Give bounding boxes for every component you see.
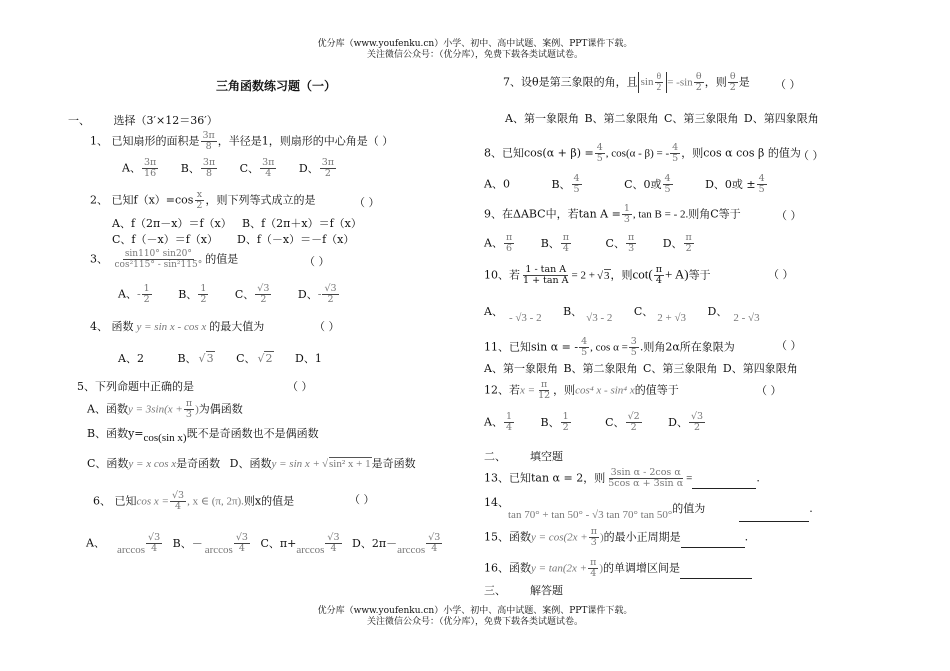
q2-post: ，则下列等式成立的是 [205, 193, 316, 207]
q3-opt-c-label: C、 [234, 287, 255, 301]
q3-opt-a-label: A、 [118, 287, 137, 301]
q6-num: 6、 [93, 494, 111, 508]
q3-opt-d-value: $\frac{√3}{2}$ [324, 283, 337, 305]
question-7: 7、设θ是第三象限的角，且 sin $\frac{\theta}{2}$ = -sin $\frac{\theta}{2}$ ，则 $\frac{\theta}{2}$ 是 [503, 71, 750, 94]
question-12: 12、若x = $\frac{\pi}{12}$ ，则cos⁴ x - sin⁴ x的值等于 [484, 379, 679, 401]
section-1-heading [68, 112, 218, 128]
q5-opt-c-d: C、函数y = x cos x是奇函数 D、函数y = sin x +√ sin² x + 1是奇函数 [87, 455, 416, 471]
q1-options [122, 158, 337, 179]
q1-opt-c-label: C、 [239, 161, 260, 175]
q1-opt-b-value: $\frac{3\pi}{8}$ [202, 157, 216, 179]
q1-pre: 已知扇形的面积是 [111, 134, 200, 148]
q4-num: 4、 [90, 320, 108, 333]
q10-paren: （ ） [768, 268, 794, 281]
q15-answer-blank[interactable] [681, 537, 745, 548]
q14-answer-blank[interactable] [739, 511, 809, 522]
q3-options: A、- $\frac{1}{2}$ B、 $\frac{1}{2}$ C、 $\frac{√3}{2}$ D、- $\frac{√3}{2}$ [118, 283, 337, 305]
q3-paren: （ ） [304, 255, 330, 268]
q3-fraction: $\frac{\sin 110^\circ \sin 20^\circ}{\text{cos²115° - sin²115°}}$ [114, 249, 203, 270]
q1-opt-b-label: B、 [180, 161, 200, 175]
q13-answer-blank[interactable] [692, 478, 756, 489]
q1-opt-d-label: D、 [298, 161, 319, 175]
q3-num: 3、 [90, 252, 108, 266]
question-14: 14、 tan 70° + tan 50° - √3 tan 70° tan 50°的值为 . [484, 496, 813, 521]
q3-opt-b-value: $\frac{1}{2}$ [200, 283, 207, 305]
q4-opt-b-value: √ 3 [206, 351, 215, 365]
question-8: 8、已知cos(α + β) = $\frac{4}{5}$ , cos(α - β) = - $\frac{4}{5}$ ，则cos α cos β 的值为 [484, 142, 801, 164]
q9-options: A、 $\frac{\pi}{6}$ B、 $\frac{\pi}{4}$ C、 $\frac{\pi}{3}$ D、 $\frac{\pi}{2}$ [484, 232, 692, 254]
q7-options: A、第一象限角 B、第二象限角 C、第三象限角 D、第四象限角 [505, 112, 819, 125]
question-11: 11、已知sin α = - $\frac{4}{5}$ , cos α = $\frac{3}{5}$ .则角2α所在象限为 [484, 336, 735, 358]
q4-opt-a: A、2 [118, 352, 144, 365]
q4-opt-d: D、1 [295, 352, 322, 365]
q1-fraction: $\frac{3\pi}{8}$ [202, 130, 215, 152]
q2-pre: 已知f（x）=cos [111, 193, 194, 207]
question-1 [90, 131, 393, 152]
q4-options [118, 350, 322, 366]
q2-opt-b: B、f（2π＋x）＝f（x） [242, 217, 362, 230]
question-10: 10、若 $\frac{\text{1 - tan A}}{\text{1 + tan A}}$ = 2 +√ 3，则cot( $\frac{\pi}{4}$ + A)等于 [484, 265, 711, 286]
section-2-heading: 二、 填空题 [484, 450, 563, 463]
q1-post: ，半径是1，则扇形的中心角是（ ） [217, 134, 394, 148]
footer-line-2: 关注微信公众号：（优分库），免费下载各类试题试卷。 [366, 617, 583, 627]
q1-opt-c-value: $\frac{3\pi}{4}$ [262, 157, 275, 179]
q16-answer-blank[interactable] [680, 568, 752, 579]
q4-opt-c-label: C、 [236, 352, 256, 365]
q2-opt-d: D、f（－x）＝－f（x） [237, 233, 355, 246]
q1-num: 1、 [90, 134, 108, 148]
q1-opt-d-value: $\frac{3\pi}{2}$ [321, 157, 334, 179]
q2-opt-a: A、f（2π－x）＝f（x） [112, 217, 232, 230]
q4-pre: 函数 [111, 320, 134, 333]
header-line-1: 优分库（www.youfenku.cn）小学、初中、高中试题、案例、PPT课件下载。 [317, 39, 633, 49]
q12-options: A、 $\frac{1}{4}$ B、 $\frac{1}{2}$ C、 $\frac{√2}{2}$ D、 $\frac{√3}{2}$ [484, 411, 704, 433]
q2-fraction: $\frac{x}{2}$ [196, 189, 203, 211]
q2-opt-c: C、f（－x）＝f（x） [112, 233, 218, 246]
question-13: 13、已知tan α = 2，则 $\frac{\text{3sin α - 2cos α}}{\text{5cos α + 3sin α}}$ = . [484, 467, 760, 489]
section-3-heading: 三、 解答题 [484, 584, 563, 597]
question-2 [90, 190, 315, 211]
q3-opt-a-value: $\frac{1}{2}$ [143, 283, 150, 305]
q5-opt-b: B、函数y=cos(sin x)既不是奇函数也不是偶函数 [87, 427, 319, 444]
question-6: 6、 已知cos x = $\frac{√3}{4}$ , x ∈ (π, 2π).则x的值是 [93, 490, 295, 512]
page-title: 三角函数练习题（一） [216, 79, 337, 93]
header-line-2: 关注微信公众号：（优分库），免费下载各类试题试卷。 [366, 50, 583, 60]
footer-line-1: 优分库（www.youfenku.cn）小学、初中、高中试题、案例、PPT课件下载。 [317, 606, 633, 616]
q7-paren: （ ） [775, 78, 801, 91]
q4-opt-c-value: √ 2 [264, 351, 273, 365]
q3-opt-c-value: $\frac{√3}{2}$ [257, 283, 270, 305]
q8-options: A、0 B、 $\frac{4}{5}$ C、0或 $\frac{4}{5}$ D、0或 ± $\frac{4}{5}$ [484, 173, 765, 195]
q2-num: 2、 [90, 193, 108, 207]
q1-opt-a-label: A、 [122, 161, 141, 175]
q3-opt-b-label: B、 [178, 287, 198, 301]
q6-options: A、 arccos $\frac{√3}{4}$ B、－ arccos $\frac{√3}{4}$ C、π+arccos $\frac{√3}{4}$ D、2π－arccos $\frac{√3}{4}$ [86, 532, 441, 556]
section-1-num: 一、 [68, 114, 90, 127]
q10-options: A、 - √3 - 2 B、 √3 - 2 C、 2 + √3 D、 2 - √3 [484, 305, 760, 324]
q8-paren: （ ） [798, 149, 824, 162]
q2-paren: （ ） [354, 196, 380, 209]
q6-paren: （ ） [349, 493, 375, 506]
q11-paren: （ ） [776, 339, 802, 352]
question-3 [90, 249, 238, 270]
q4-paren: （ ） [314, 320, 340, 333]
q4-opt-b-label: B、 [177, 352, 197, 365]
question-15: 15、函数y = cos(2x + $\frac{\pi}{3}$ )的最小正周期是 . [484, 526, 749, 548]
q11-options: A、第一象限角 B、第二象限角 C、第三象限角 D、第四象限角 [484, 362, 798, 375]
q12-paren: （ ） [756, 384, 782, 397]
q3-opt-d-label: D、 [297, 287, 318, 301]
q1-opt-a-value: $\frac{3\pi}{16}$ [143, 157, 157, 179]
q4-post: 的最大值为 [209, 320, 265, 333]
q5-paren: （ ） [287, 380, 313, 393]
question-16: 16、函数y = tan(2x + $\frac{\pi}{4}$ )的单调增区间是 [484, 558, 752, 579]
question-4 [90, 318, 264, 334]
q4-expr: y = sin x - cos x [136, 321, 207, 333]
q3-post: 的值是 [205, 252, 239, 266]
q9-paren: （ ） [776, 209, 802, 222]
section-1-label: 选择（3′×12＝36′） [113, 114, 218, 127]
q5-stem: 下列命题中正确的是 [95, 380, 194, 393]
question-5 [77, 378, 194, 394]
question-9: 9、在ΔABC中，若tan A = $\frac{1}{3}$ , tan B = - 2.则角C等于 [484, 203, 741, 225]
q5-opt-a: A、函数y = 3sin(x + $\frac{\pi}{3}$ )为偶函数 [87, 398, 243, 420]
q5-num: 5、 [77, 380, 95, 393]
